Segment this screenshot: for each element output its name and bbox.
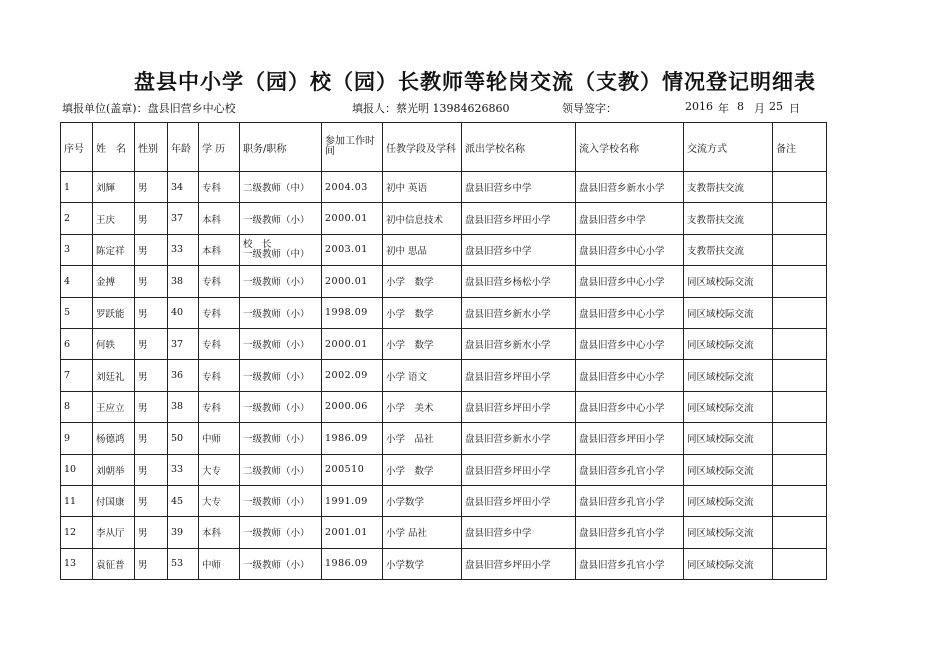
cell-index: 8	[61, 391, 93, 422]
cell-start-date: 2000.06	[322, 391, 383, 422]
table-row	[61, 297, 827, 328]
cell-age: 45	[168, 485, 199, 516]
cell-title: 一级教师（小）	[240, 548, 322, 579]
cell-title: 二级教师（小）	[240, 454, 322, 485]
cell-index: 5	[61, 297, 93, 328]
cell-remarks	[773, 172, 827, 203]
date-day: 25	[769, 100, 783, 113]
cell-name: 刘輝	[93, 172, 135, 203]
cell-index: 4	[61, 266, 93, 297]
cell-start-date: 2000.01	[322, 203, 383, 234]
cell-start-date: 2002.09	[322, 360, 383, 391]
cell-title: 一级教师（小）	[240, 391, 322, 422]
cell-education: 专科	[199, 360, 240, 391]
cell-exchange-type: 同区域校际交流	[684, 548, 773, 579]
cell-age: 50	[168, 423, 199, 454]
date-month-label: 月	[754, 102, 765, 115]
cell-from-school: 盘县旧营乡坪田小学	[462, 485, 576, 516]
cell-subject: 小学 美术	[383, 391, 462, 422]
cell-exchange-type: 同区域校际交流	[684, 360, 773, 391]
cell-gender: 男	[135, 423, 168, 454]
header-education: 学 历	[199, 123, 240, 172]
cell-start-date: 2000.01	[322, 266, 383, 297]
cell-index: 13	[61, 548, 93, 579]
cell-gender: 男	[135, 172, 168, 203]
cell-name: 杨德鸿	[93, 423, 135, 454]
header-name: 姓 名	[93, 123, 135, 172]
cell-to-school: 盘县旧营乡孔官小学	[576, 485, 684, 516]
cell-subject: 小学 品社	[383, 423, 462, 454]
header-start-date: 参加工作时间	[322, 123, 383, 172]
cell-exchange-type: 同区域校际交流	[684, 391, 773, 422]
cell-subject: 初中信息技术	[383, 203, 462, 234]
reporting-unit: 填报单位(盖章)：盘县旧营乡中心校	[62, 102, 236, 115]
filler-info: 填报人：蔡光明 13984626860	[352, 102, 510, 115]
cell-age: 53	[168, 548, 199, 579]
cell-education: 本科	[199, 517, 240, 548]
cell-to-school: 盘县旧营乡中学	[576, 203, 684, 234]
header-index: 序号	[61, 123, 93, 172]
cell-remarks	[773, 423, 827, 454]
cell-education: 专科	[199, 328, 240, 359]
cell-title: 一级教师（小）	[240, 297, 322, 328]
leader-signature-label: 领导签字：	[562, 102, 617, 115]
table-row	[61, 328, 827, 359]
cell-gender: 男	[135, 548, 168, 579]
cell-to-school: 盘县旧营乡中心小学	[576, 391, 684, 422]
cell-gender: 男	[135, 234, 168, 265]
cell-gender: 男	[135, 360, 168, 391]
cell-title: 一级教师（小）	[240, 328, 322, 359]
cell-education: 专科	[199, 266, 240, 297]
cell-index: 3	[61, 234, 93, 265]
cell-remarks	[773, 454, 827, 485]
cell-from-school: 盘县旧营乡坪田小学	[462, 548, 576, 579]
cell-exchange-type: 同区域校际交流	[684, 266, 773, 297]
exchange-table	[60, 122, 827, 580]
header-title: 职务/职称	[240, 123, 322, 172]
table-row	[61, 266, 827, 297]
document-title: 盘县中小学（园）校（园）长教师等轮岗交流（支教）情况登记明细表	[134, 69, 816, 94]
cell-from-school: 盘县旧营乡坪田小学	[462, 454, 576, 485]
cell-age: 33	[168, 234, 199, 265]
cell-age: 38	[168, 391, 199, 422]
cell-name: 王庆	[93, 203, 135, 234]
cell-title: 一级教师（小）	[240, 485, 322, 516]
cell-age: 33	[168, 454, 199, 485]
cell-start-date: 1986.09	[322, 423, 383, 454]
cell-gender: 男	[135, 391, 168, 422]
table-row	[61, 485, 827, 516]
cell-from-school: 盘县旧营乡坪田小学	[462, 360, 576, 391]
header-to-school: 流入学校名称	[576, 123, 684, 172]
cell-index: 11	[61, 485, 93, 516]
cell-subject: 小学数学	[383, 548, 462, 579]
cell-from-school: 盘县旧营乡中学	[462, 234, 576, 265]
cell-gender: 男	[135, 328, 168, 359]
cell-gender: 男	[135, 203, 168, 234]
cell-from-school: 盘县旧营乡中学	[462, 517, 576, 548]
cell-name: 李从厅	[93, 517, 135, 548]
cell-age: 36	[168, 360, 199, 391]
cell-education: 专科	[199, 172, 240, 203]
cell-exchange-type: 同区域校际交流	[684, 328, 773, 359]
cell-age: 34	[168, 172, 199, 203]
cell-from-school: 盘县旧营乡新水小学	[462, 297, 576, 328]
date-year-label: 年	[718, 102, 729, 115]
cell-gender: 男	[135, 297, 168, 328]
cell-from-school: 盘县旧营乡中学	[462, 172, 576, 203]
cell-subject: 初中 思品	[383, 234, 462, 265]
cell-remarks	[773, 203, 827, 234]
cell-subject: 小学数学	[383, 485, 462, 516]
date-year: 2016	[685, 100, 713, 113]
cell-title: 校 长 一级教师（中）	[240, 234, 322, 265]
cell-start-date: 1998.09	[322, 297, 383, 328]
cell-name: 刘朝举	[93, 454, 135, 485]
cell-education: 专科	[199, 297, 240, 328]
cell-education: 大专	[199, 454, 240, 485]
cell-to-school: 盘县旧营乡孔官小学	[576, 548, 684, 579]
cell-subject: 小学 语文	[383, 360, 462, 391]
cell-gender: 男	[135, 485, 168, 516]
cell-remarks	[773, 234, 827, 265]
cell-remarks	[773, 517, 827, 548]
header-gender: 性别	[135, 123, 168, 172]
cell-exchange-type: 同区域校际交流	[684, 517, 773, 548]
table-row	[61, 391, 827, 422]
cell-exchange-type: 同区域校际交流	[684, 454, 773, 485]
cell-to-school: 盘县旧营乡孔官小学	[576, 454, 684, 485]
cell-title: 一级教师（小）	[240, 203, 322, 234]
cell-education: 专科	[199, 391, 240, 422]
header-remarks: 备注	[773, 123, 827, 172]
cell-subject: 小学 数学	[383, 328, 462, 359]
table-row	[61, 454, 827, 485]
cell-from-school: 盘县旧营乡杨松小学	[462, 266, 576, 297]
cell-age: 37	[168, 328, 199, 359]
cell-start-date: 2004.03	[322, 172, 383, 203]
cell-start-date: 200510	[322, 454, 383, 485]
header-exchange-type: 交流方式	[684, 123, 773, 172]
cell-exchange-type: 同区域校际交流	[684, 423, 773, 454]
cell-exchange-type: 同区域校际交流	[684, 485, 773, 516]
cell-age: 39	[168, 517, 199, 548]
cell-start-date: 2003.01	[322, 234, 383, 265]
cell-name: 何轶	[93, 328, 135, 359]
cell-from-school: 盘县旧营乡新水小学	[462, 328, 576, 359]
cell-to-school: 盘县旧营乡孔官小学	[576, 517, 684, 548]
cell-education: 中师	[199, 548, 240, 579]
cell-education: 本科	[199, 203, 240, 234]
cell-to-school: 盘县旧营乡中心小学	[576, 328, 684, 359]
cell-start-date: 1986.09	[322, 548, 383, 579]
cell-index: 7	[61, 360, 93, 391]
cell-to-school: 盘县旧营乡中心小学	[576, 297, 684, 328]
cell-education: 本科	[199, 234, 240, 265]
cell-remarks	[773, 391, 827, 422]
cell-age: 40	[168, 297, 199, 328]
cell-subject: 小学 数学	[383, 454, 462, 485]
header-subject: 任教学段及学科	[383, 123, 462, 172]
cell-start-date: 2001.01	[322, 517, 383, 548]
header-from-school: 派出学校名称	[462, 123, 576, 172]
table-row	[61, 517, 827, 548]
cell-title: 一级教师（小）	[240, 266, 322, 297]
cell-subject: 小学 数学	[383, 266, 462, 297]
cell-gender: 男	[135, 266, 168, 297]
cell-index: 12	[61, 517, 93, 548]
cell-subject: 小学 品社	[383, 517, 462, 548]
cell-to-school: 盘县旧营乡中心小学	[576, 234, 684, 265]
cell-index: 6	[61, 328, 93, 359]
cell-remarks	[773, 266, 827, 297]
cell-index: 1	[61, 172, 93, 203]
cell-exchange-type: 支教帮扶交流	[684, 203, 773, 234]
table-row	[61, 234, 827, 265]
table-row	[61, 548, 827, 579]
cell-title: 二级教师（中）	[240, 172, 322, 203]
table-row	[61, 423, 827, 454]
cell-name: 王应立	[93, 391, 135, 422]
cell-name: 袁征普	[93, 548, 135, 579]
header-age: 年龄	[168, 123, 199, 172]
cell-name: 刘廷礼	[93, 360, 135, 391]
cell-title: 一级教师（小）	[240, 360, 322, 391]
cell-to-school: 盘县旧营乡中心小学	[576, 266, 684, 297]
cell-gender: 男	[135, 454, 168, 485]
cell-remarks	[773, 485, 827, 516]
cell-index: 9	[61, 423, 93, 454]
cell-from-school: 盘县旧营乡坪田小学	[462, 203, 576, 234]
cell-to-school: 盘县旧营乡新水小学	[576, 172, 684, 203]
cell-remarks	[773, 297, 827, 328]
cell-index: 2	[61, 203, 93, 234]
cell-title: 一级教师（小）	[240, 517, 322, 548]
cell-education: 大专	[199, 485, 240, 516]
cell-to-school: 盘县旧营乡中心小学	[576, 360, 684, 391]
cell-from-school: 盘县旧营乡新水小学	[462, 423, 576, 454]
table-row	[61, 172, 827, 203]
cell-exchange-type: 支教帮扶交流	[684, 172, 773, 203]
cell-age: 38	[168, 266, 199, 297]
cell-subject: 小学 数学	[383, 297, 462, 328]
cell-remarks	[773, 360, 827, 391]
date-day-label: 日	[789, 102, 800, 115]
date-month: 8	[737, 100, 744, 113]
cell-remarks	[773, 328, 827, 359]
cell-education: 中师	[199, 423, 240, 454]
cell-age: 37	[168, 203, 199, 234]
cell-exchange-type: 同区域校际交流	[684, 297, 773, 328]
cell-name: 罗跃能	[93, 297, 135, 328]
table-row	[61, 203, 827, 234]
table-header-row	[61, 123, 827, 172]
cell-gender: 男	[135, 517, 168, 548]
cell-remarks	[773, 548, 827, 579]
cell-subject: 初中 英语	[383, 172, 462, 203]
cell-start-date: 2000.01	[322, 328, 383, 359]
cell-to-school: 盘县旧营乡坪田小学	[576, 423, 684, 454]
table-row	[61, 360, 827, 391]
cell-name: 金搏	[93, 266, 135, 297]
cell-index: 10	[61, 454, 93, 485]
cell-start-date: 1991.09	[322, 485, 383, 516]
cell-exchange-type: 支教帮扶交流	[684, 234, 773, 265]
cell-title: 一级教师（小）	[240, 423, 322, 454]
cell-name: 付国康	[93, 485, 135, 516]
cell-name: 陈定祥	[93, 234, 135, 265]
cell-from-school: 盘县旧营乡坪田小学	[462, 391, 576, 422]
